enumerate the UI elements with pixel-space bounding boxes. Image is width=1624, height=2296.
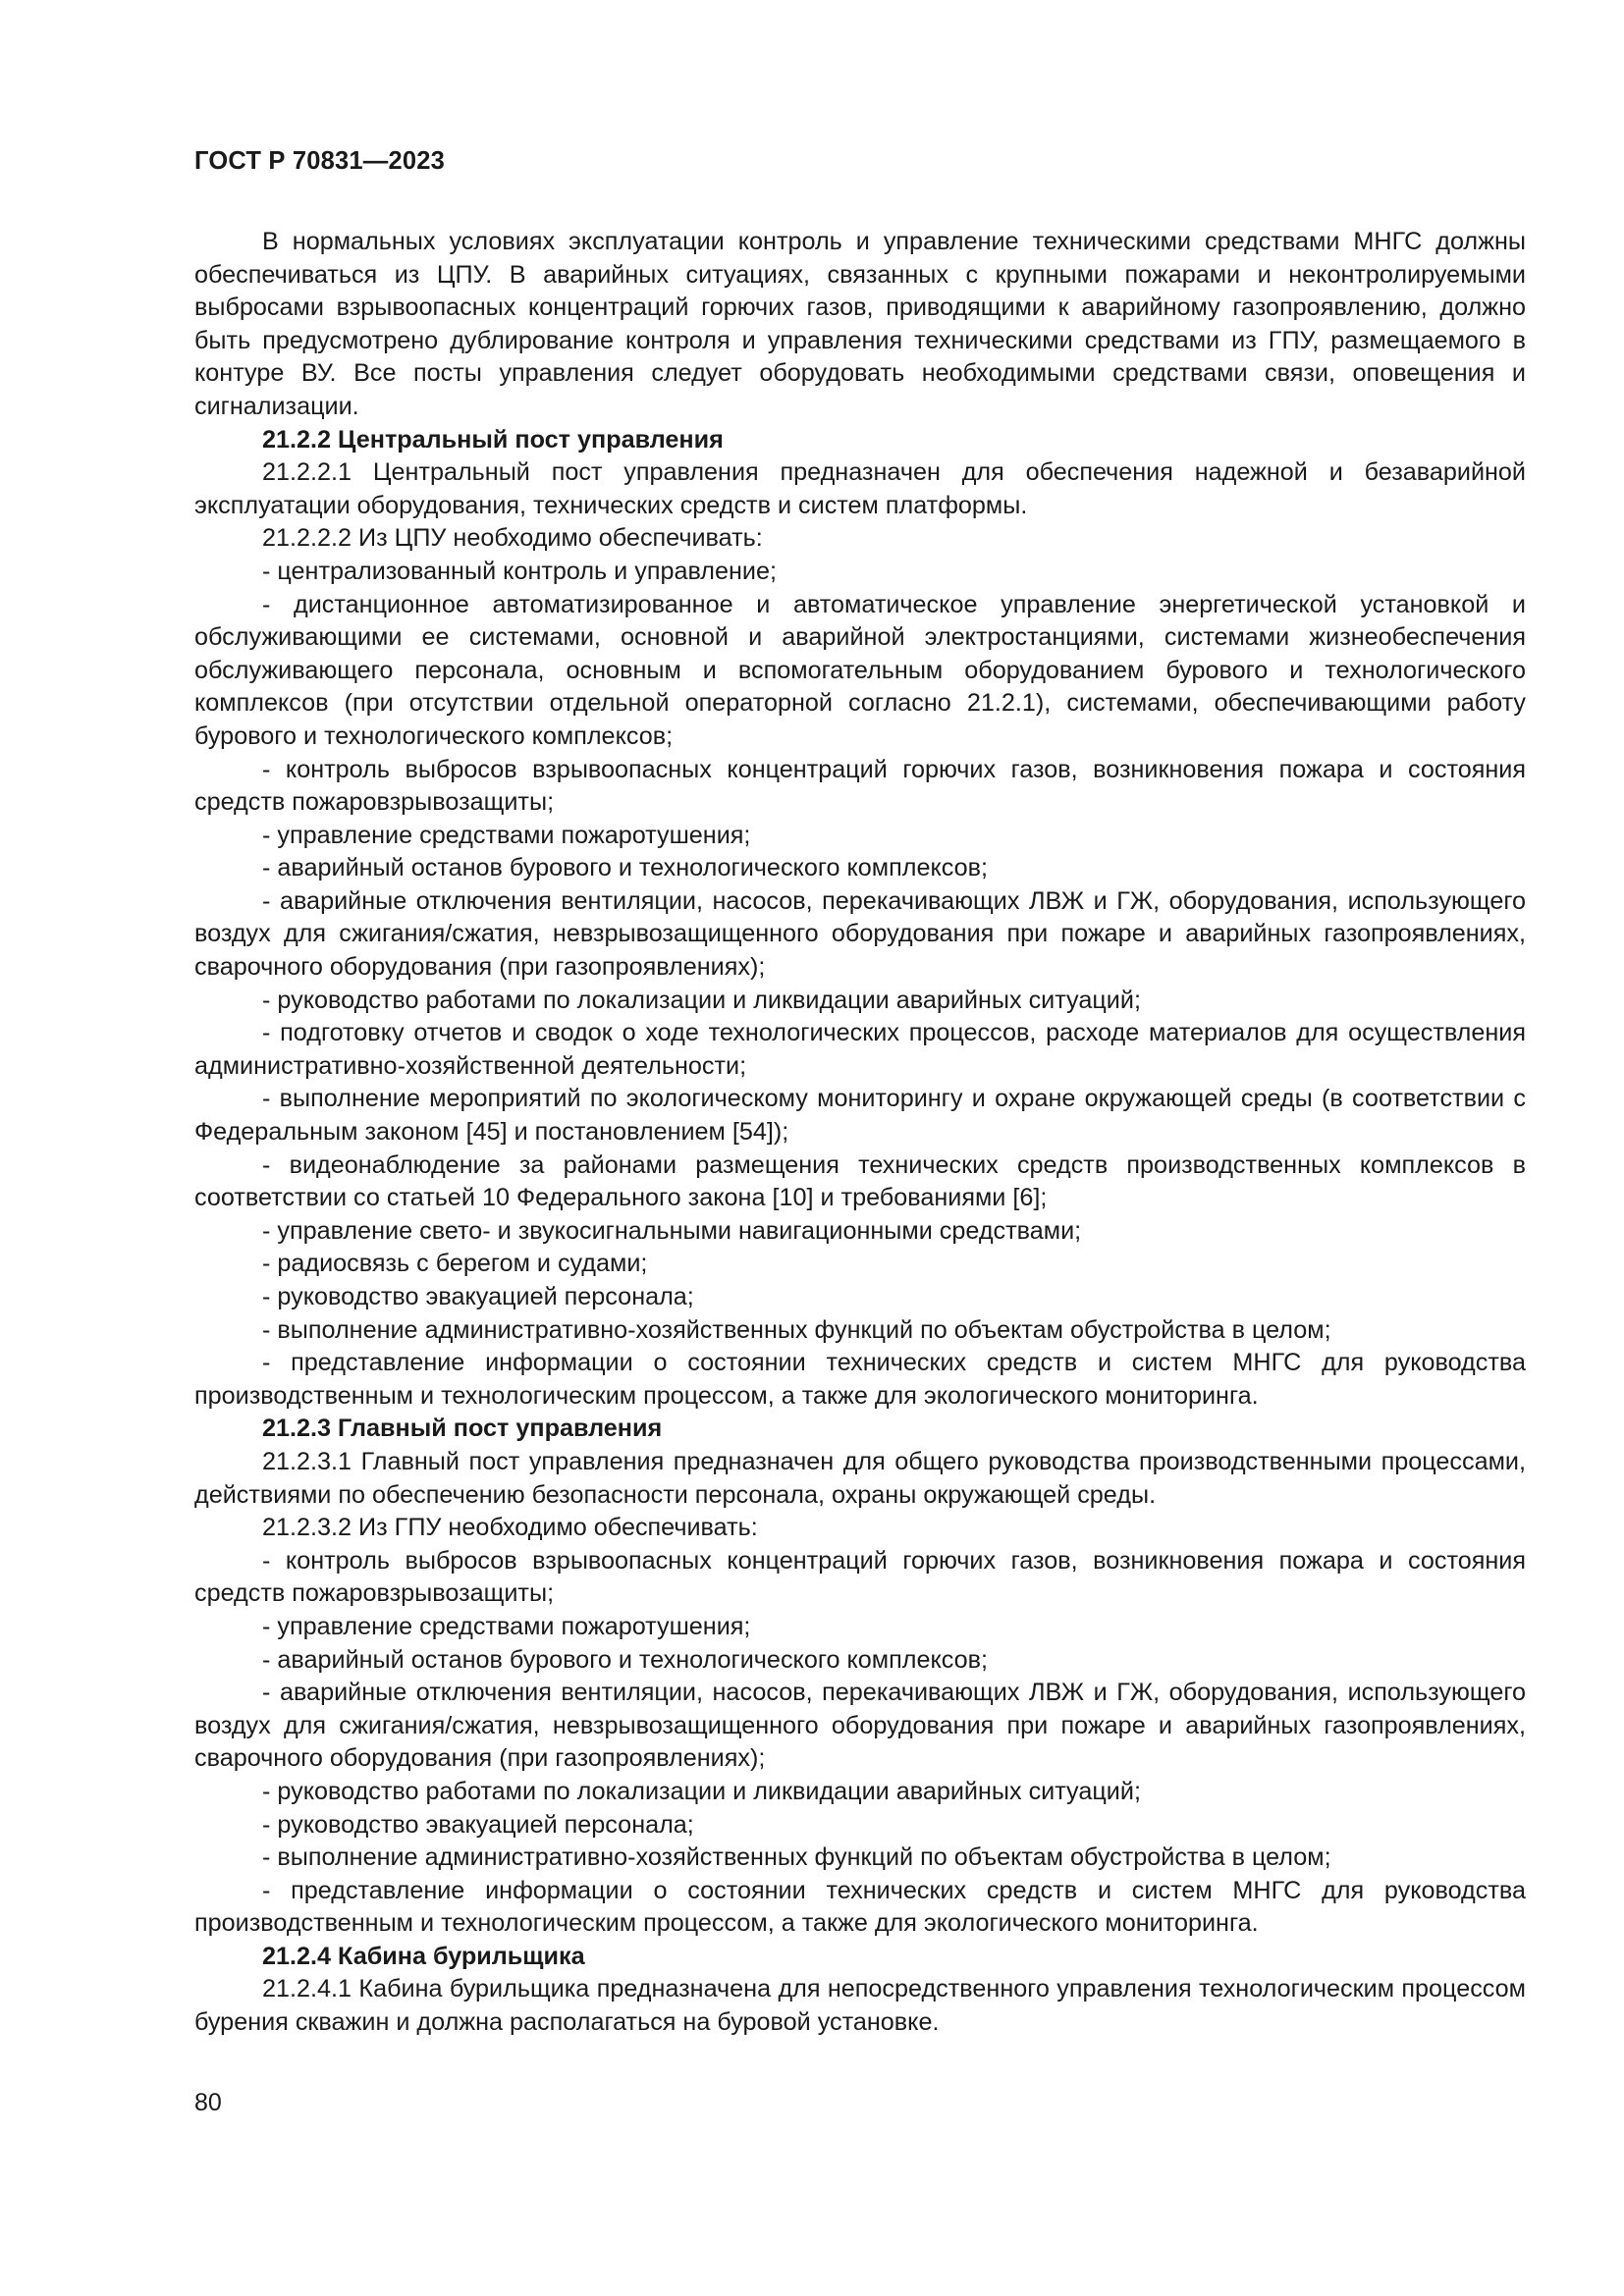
list-item: - аварийный останов бурового и технологического комплексов; — [262, 1645, 989, 1674]
section-heading-21-2-3: 21.2.3 Главный пост управления — [262, 1415, 663, 1443]
list-item: - аварийный останов бурового и технологического комплексов; — [262, 854, 989, 882]
list-item: - аварийные отключения вентиляции, насосов, перекачивающих ЛВЖ и ГЖ, оборудования, использующего воздух для сжигания/сжатия, невзрывозащищенного оборудования при пожаре и аварийных газопроявлениях, сварочного оборудования (при газопроявлениях); — [194, 886, 1526, 982]
list-item: - контроль выбросов взрывоопасных концентраций горючих газов, возникновения пожара и состояния средств пожаровзрывозащиты; — [194, 1546, 1526, 1608]
list-item: - выполнение административно-хозяйственных функций по объектам обустройства в целом; — [262, 1315, 1331, 1344]
list-item: - подготовку отчетов и сводок о ходе технологических процессов, расходе материалов для осуществления административно-хозяйственной деятельности; — [194, 1019, 1526, 1080]
list-item: - представление информации о состоянии технических средств и систем МНГС для руководства производственным и технологическим процессом, а также для экологического мониторинга. — [194, 1349, 1526, 1410]
list-item: - руководство эвакуацией персонала; — [262, 1283, 694, 1310]
list-item: - руководство эвакуацией персонала; — [262, 1810, 694, 1839]
list-item: - централизованный контроль и управление; — [262, 557, 777, 585]
paragraph-21-2-2-1: 21.2.2.1 Центральный пост управления предназначен для обеспечения надежной и безаварийной эксплуатации оборудования, технических средств и систем платформы. — [194, 458, 1526, 519]
list-item: - выполнение мероприятий по экологическому мониторингу и охране окружающей среды (в соответствии с Федеральным законом [45] и постановлением [54]); — [194, 1085, 1526, 1147]
list-item: - управление средствами пожаротушения; — [262, 1612, 751, 1640]
paragraph-21-2-3-2: 21.2.3.2 Из ГПУ необходимо обеспечивать: — [262, 1514, 758, 1542]
section-heading-21-2-4: 21.2.4 Кабина бурильщика — [262, 1942, 585, 1970]
list-item: - представление информации о состоянии технических средств и систем МНГС для руководства производственным и технологическим процессом, а также для экологического мониторинга. — [194, 1876, 1526, 1938]
document-body — [194, 226, 1526, 2040]
list-item: - выполнение административно-хозяйственных функций по объектам обустройства в целом; — [262, 1843, 1331, 1872]
list-item: - аварийные отключения вентиляции, насосов, перекачивающих ЛВЖ и ГЖ, оборудования, использующего воздух для сжигания/сжатия, невзрывозащищенного оборудования при пожаре и аварийных газопроявлениях, сварочного оборудования (при газопроявлениях); — [194, 1679, 1526, 1773]
list-item: - контроль выбросов взрывоопасных концентраций горючих газов, возникновения пожара и состояния средств пожаровзрывозащиты; — [194, 755, 1526, 817]
list-item: - управление свето- и звукосигнальными навигационными средствами; — [262, 1216, 1082, 1245]
page-number: 80 — [194, 2089, 222, 2116]
list-item: - руководство работами по локализации и ликвидации аварийных ситуаций; — [262, 986, 1141, 1014]
list-item: - управление средствами пожаротушения; — [262, 821, 751, 849]
section-heading-21-2-2: 21.2.2 Центральный пост управления — [262, 425, 724, 454]
list-item: - видеонаблюдение за районами размещения технических средств производственных комплексов в соответствии со статьей 10 Федерального закона [10] и требованиями [6]; — [194, 1150, 1526, 1212]
list-item: - руководство работами по локализации и ликвидации аварийных ситуаций; — [262, 1777, 1141, 1805]
list-item: - дистанционное автоматизированное и автоматическое управление энергетической установкой и обслуживающими ее системами, основной и аварийной электростанциями, системами жизнеобеспечения обслуживающего персонала, основным и вспомогательным оборудованием бурового и технологического комплексов (при отсутствии отдельной операторной согласно 21.2.1), системами, обеспечивающими работу бурового и технологического комплексов; — [194, 590, 1526, 750]
paragraph-21-2-2-2: 21.2.2.2 Из ЦПУ необходимо обеспечивать: — [262, 524, 763, 553]
document-header: ГОСТ Р 70831—2023 — [194, 147, 446, 175]
list-item: - радиосвязь с берегом и судами; — [262, 1250, 648, 1278]
paragraph-21-2-4-1: 21.2.4.1 Кабина бурильщика предназначена для непосредственного управления технологическим процессом бурения скважин и должна располагаться на буровой установке. — [194, 1975, 1526, 2037]
paragraph-21-2-3-1: 21.2.3.1 Главный пост управления предназначен для общего руководства производственными процессами, действиями по обеспечению безопасности персонала, охраны окружающей среды. — [194, 1447, 1526, 1509]
paragraph-intro: В нормальных условиях эксплуатации контроль и управление техническими средствами МНГС должны обеспечиваться из ЦПУ. В аварийных ситуациях, связанных с крупными пожарами и неконтролируемыми выбросами взрывоопасных концентраций горючих газов, приводящими к аварийному газопроявлению, должно быть предусмотрено дублирование контроля и управления техническими средствами из ГПУ, размещаемого в контуре ВУ. Все посты управления следует оборудовать необходимыми средствами связи, оповещения и сигнализации. — [194, 228, 1526, 420]
